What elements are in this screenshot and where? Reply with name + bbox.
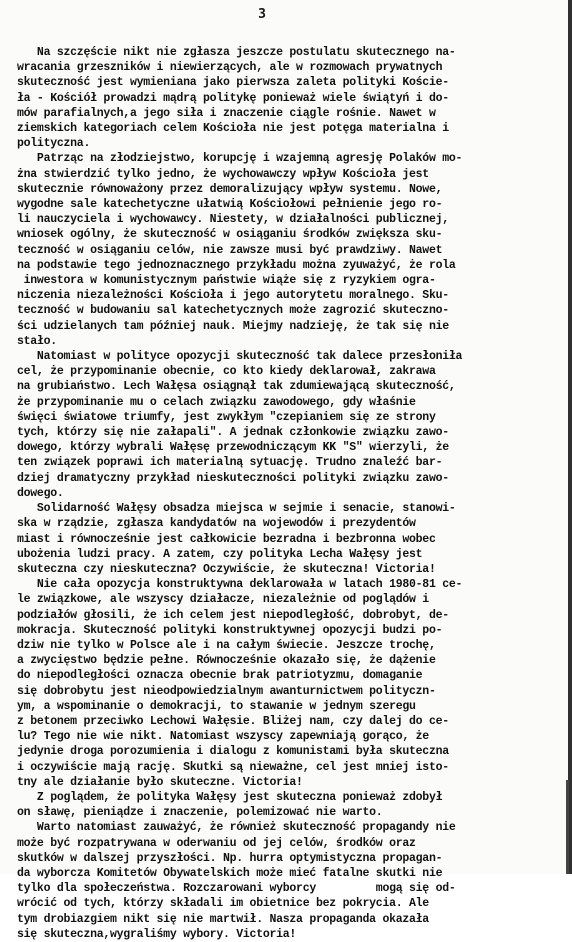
text-line: do niepodległości oznacza obecnie brak patriotyzmu, domaganie bbox=[17, 668, 423, 683]
text-line: podziałów głosili, że ich celem jest niepodległość, dobrobyt, de- bbox=[17, 607, 449, 622]
scan-edge-shadow-lower bbox=[566, 780, 569, 874]
text-line: ła - Kościół prowadzi mądrą politykę ponieważ wiele świątyń i do- bbox=[17, 90, 449, 105]
text-line: ubożenia ludzi pracy. A zatem, czy polityka Lecha Wałęsy jest bbox=[17, 546, 423, 561]
text-line: że przypominanie mu o celach związku zawodowego, gdy właśnie bbox=[17, 394, 416, 409]
text-line: Solidarność Wałęsy obsadza miejsca w sejmie i senacie, stanowi- bbox=[17, 501, 456, 516]
text-line: skutecznie równoważony przez demoralizujący wpływ systemu. Nowe, bbox=[17, 181, 443, 196]
text-line: dowego, którzy wybrali Wałęsę przewodniczącym KK "S" wierzyli, że bbox=[17, 440, 449, 455]
text-line: jedynie droga porozumienia i dialogu z komunistami była skuteczna bbox=[17, 744, 449, 759]
text-line: da wyborcza Komitetów Obywatelskich może mieć fatalne skutki nie bbox=[17, 865, 443, 880]
text-line: stało. bbox=[17, 333, 57, 348]
text-line: żna stwierdzić tylko jedno, że wychowawczy wpływ Kościoła jest bbox=[17, 166, 429, 181]
text-line: tym drobiazgiem nikt się nie martwił. Nasza propaganda okazała bbox=[17, 911, 429, 926]
text-line: skuteczna czy nieskuteczna? Oczywiście, że skuteczna! Victoria! bbox=[17, 561, 436, 576]
typewritten-article-text bbox=[17, 45, 538, 942]
text-line: skutków w dalszej przyszłości. Np. hurra optymistyczna propagan- bbox=[17, 850, 443, 865]
text-line: teczność w budowaniu sal katechetycznych może zagrozić skuteczno- bbox=[17, 303, 449, 318]
text-line: teczność w osiąganiu celów, nie zawsze musi być prawdziwy. Nawet bbox=[17, 242, 443, 257]
text-line: li nauczyciela i wychowawcy. Niestety, w działalności publicznej, bbox=[17, 212, 449, 227]
text-line: i oczywiście mają rację. Skutki są nieważne, cel jest mniej isto- bbox=[17, 759, 449, 774]
text-line: Z poglądem, że polityka Wałęsy jest skuteczna ponieważ zdobył bbox=[17, 789, 443, 804]
text-line: Patrząc na złodziejstwo, korupcję i wzajemną agresję Polaków mo- bbox=[17, 151, 463, 166]
text-line: cel, że przypominanie obecnie, co kto kiedy deklarował, zakrawa bbox=[17, 364, 436, 379]
text-line: z betonem przeciwko Lechowi Wałęsie. Bliżej nam, czy dalej do ce- bbox=[17, 713, 449, 728]
text-line: lu? Tego nie wie nikt. Natomiast wszyscy zapewniają gorąco, że bbox=[17, 729, 429, 744]
text-line: ym, a wspominanie o demokracji, to stawanie w jednym szeregu bbox=[17, 698, 416, 713]
text-line: ziemskich kategoriach celem Kościoła nie jest potęga materialna i bbox=[17, 121, 449, 136]
text-line: wniosek ogólny, że skuteczność w osiąganiu środków zwiększa sku- bbox=[17, 227, 443, 242]
text-line: inwestora w komunistycznym państwie wiąże się z ryzykiem ogra- bbox=[17, 273, 436, 288]
text-line: Nie cała opozycja konstruktywna deklarowała w latach 1980-81 ce- bbox=[17, 577, 463, 592]
text-line: a zwycięstwo będzie pełne. Równocześnie okazało się, że dążenie bbox=[17, 653, 436, 668]
text-line: Natomiast w polityce opozycji skuteczność tak dalece przesłoniła bbox=[17, 349, 463, 364]
text-line: ści udzielanych tam później nauk. Miejmy nadzieję, że tak się nie bbox=[17, 318, 449, 333]
text-line: dziw nie tylko w Polsce ale i na całym świecie. Jeszcze trochę, bbox=[17, 637, 436, 652]
text-line: dziej dramatyczny przykład nieskuteczności polityki związku zawo- bbox=[17, 470, 449, 485]
text-line: na grubiaństwo. Lech Wałęsa osiągnął tak zdumiewającą skuteczność, bbox=[17, 379, 456, 394]
text-line: ska w rządzie, zgłasza kandydatów na wojewodów i prezydentów bbox=[17, 516, 416, 531]
text-line: tny ale działanie było skuteczne. Victoria! bbox=[17, 774, 303, 789]
text-line: święci światowe triumfy, jest zwykłym "czepianiem się ze strony bbox=[17, 409, 436, 424]
text-line: może być rozpatrywana w oderwaniu od jej celów, środków oraz bbox=[17, 835, 416, 850]
scan-edge-shadow bbox=[568, 0, 572, 874]
page-number: 3 bbox=[258, 7, 266, 22]
text-line: miast i równocześnie jest całkowicie bezradna i bezbronna wobec bbox=[17, 531, 436, 546]
text-line: on sławę, pieniądze i znaczenie, polemizować nie warto. bbox=[17, 805, 383, 820]
text-line: wracania grzeszników i niewierzących, ale w rozmowach prywatnych bbox=[17, 60, 443, 75]
text-line: na podstawie tego jednoznacznego przykładu można zyuważyć, że rola bbox=[17, 257, 456, 272]
text-line: tylko dla społeczeństwa. Rozczarowani wyborcy mogą się od- bbox=[17, 881, 456, 896]
text-line: niczenia niezależności Kościoła i jego autorytetu moralnego. Sku- bbox=[17, 288, 449, 303]
text-line: polityczna. bbox=[17, 136, 91, 151]
text-line: tych, którzy się nie załapali". A jednak członkowie związku zawo- bbox=[17, 425, 449, 440]
text-line: mów parafialnych,a jego siła i znaczenie ciągle rośnie. Nawet w bbox=[17, 105, 436, 120]
text-line: mokracja. Skuteczność polityki konstruktywnej opozycji budzi po- bbox=[17, 622, 443, 637]
text-line: le związkowe, ale wszyscy działacze, niezależnie od poglądów i bbox=[17, 592, 429, 607]
text-line: skuteczność jest wymieniana jako pierwsza zaleta polityki Koście- bbox=[17, 75, 449, 90]
text-line: dowego. bbox=[17, 485, 64, 500]
text-line: Warto natomiast zauważyć, że również skuteczność propagandy nie bbox=[17, 820, 456, 835]
text-line: się skuteczna,wygraliśmy wybory. Victoria! bbox=[17, 926, 297, 941]
text-line: się dobrobytu jest nieodpowiedzialnym awanturnictwem polityczn- bbox=[17, 683, 436, 698]
text-line: wrócić od tych, którzy składali im obietnice bez pokrycia. Ale bbox=[17, 896, 429, 911]
text-line: ten związek poprawi ich materialną sytuację. Trudno znaleźć bar- bbox=[17, 455, 443, 470]
text-line: Na szczęście nikt nie zgłasza jeszcze postulatu skutecznego na- bbox=[17, 45, 456, 59]
text-line: wygodne sale katechetyczne ułatwią Kościołowi pełnienie jego ro- bbox=[17, 197, 443, 212]
